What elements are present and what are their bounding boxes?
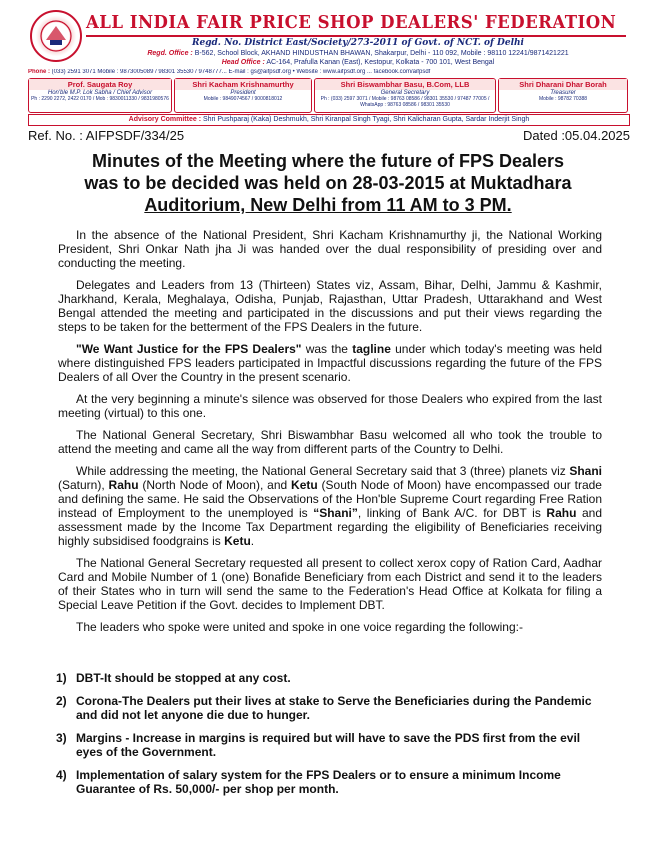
head-office-address: AC-164, Prafulla Kanan (East), Kestopur, Kolkata - 700 101, West Bengal — [266, 59, 495, 66]
text-run: (Saturn), — [58, 478, 109, 492]
phone-label: Phone : — [28, 69, 50, 75]
title-line: Auditorium, New Delhi from 11 AM to 3 PM. — [144, 195, 512, 215]
tagline-quote: "We Want Justice for the FPS Dealers" — [76, 342, 302, 356]
advisory-label: Advisory Committee : — [128, 116, 202, 123]
office-bearer-name: Prof. Saugata Roy — [29, 79, 171, 90]
office-bearer-phone: Ph : (033) 2597 3071 / Mobile : 98763 08586 / 98301 35530 / 97487 77005 / WhatsApp : 98763 08586 / 98301 35530 — [320, 96, 490, 108]
office-bearer-name: Shri Dharani Dhar Borah — [499, 79, 627, 90]
list-number: 3) — [56, 731, 67, 745]
advisory-committee — [28, 114, 630, 126]
list-text: Implementation of salary system for the FPS Dealers or to ensure a minimum Income Guarantee of Rs. 50,000/- per shop per month. — [76, 768, 561, 796]
bold-term: Rahu — [546, 506, 577, 520]
list-number: 2) — [56, 694, 67, 708]
title-line: was to be decided was held on 28-03-2015 at Muktadhara — [84, 173, 572, 193]
paragraph: Delegates and Leaders from 13 (Thirteen) States viz, Assam, Bihar, Delhi, Jammu & Kashmir, Jharkhand, Kerala, Meghalaya, Odisha, Punjab, Rajasthan, Uttar Pradesh, Uttarakhand and West Bengal attended the meeting and participated in the discussions and put their views regarding the steps to be taken for the betterment of the FPS Dealers in the future. — [58, 278, 602, 334]
points-list — [56, 671, 604, 805]
list-item — [56, 768, 604, 796]
list-number: 4) — [56, 768, 67, 782]
office-bearers — [28, 78, 628, 112]
office-bearer-box — [498, 78, 628, 113]
paragraph — [58, 464, 602, 548]
paragraph — [58, 342, 602, 384]
list-text: Margins - Increase in margins is required but will have to save the PDS first from the evil eyes of the Government. — [76, 731, 581, 759]
registration-number: Regd. No. District East/Society/273-2011 of Govt. of NCT. of Delhi — [192, 38, 524, 48]
contact-line — [28, 69, 628, 75]
list-item — [56, 731, 604, 759]
phone-details: (033) 2591 3071 Mobile : 9873005089 / 98301 35530 / 9748777... E-mail : gs@aifpsdf.org • Website : www.aifpsdf.org ... facebook.com/aifpsdf — [51, 69, 431, 75]
advisory-members: Shri Pushparaj (Kaka) Deshmukh, Shri Kiranpal Singh Tyagi, Shri Kalicharan Gupta, Sardar Inderjit Singh — [202, 116, 530, 123]
head-office — [88, 59, 628, 66]
office-bearer-title: Treasurer — [550, 90, 576, 96]
reference-number: Ref. No. : AIFPSDF/334/25 — [28, 128, 185, 143]
list-text: Corona-The Dealers put their lives at stake to Serve the Beneficiaries during the Pandemic and did not let anyone die due to hunger. — [76, 694, 592, 722]
office-bearer-phone: Ph : 2290 2272, 2422 0170 / Mob : 9830011330 / 9831980576 — [31, 96, 169, 102]
text-run: under which today's meeting was held where distinguished FPS leaders participated in Impactful discussions regarding the future of the FPS Dealers of all Over the Country in the present scenario. — [58, 342, 602, 384]
list-number: 1) — [56, 671, 67, 685]
bold-term: Rahu — [108, 478, 139, 492]
tagline-word: tagline — [352, 342, 391, 356]
text-run: (South Node of Moon) have encompassed our trade and defining the same. He said the Observations of the Hon'ble Supreme Court regarding Free Ration instead of Employment to the unemployed is — [58, 478, 602, 520]
text-run: , linking of Bank A/C. for DBT is — [357, 506, 547, 520]
head-office-label: Head Office : — [221, 59, 265, 66]
federation-emblem-icon — [30, 10, 82, 62]
office-bearer-box — [28, 78, 172, 113]
office-bearer-box — [314, 78, 496, 113]
office-bearer-name: Shri Kacham Krishnamurthy — [175, 79, 311, 90]
page-title — [28, 150, 628, 216]
list-item — [56, 694, 604, 722]
paragraph: In the absence of the National President, Shri Kacham Krishnamurthy ji, the National Working President, Shri Onkar Nath jha Ji was handed over the dual responsibility of presiding over and conducting the meeting. — [58, 228, 602, 270]
office-bearer-title: Hon'ble M.P. Lok Sabha / Chief Advisor — [47, 90, 153, 96]
registered-office-label: Regd. Office : — [147, 50, 193, 57]
office-bearer-box — [174, 78, 312, 113]
letterhead — [28, 8, 628, 126]
text-run: and assessment made by the Income Tax Department regarding the eligibility of Beneficiaries receiving highly subsidised foodgrains is — [58, 506, 603, 548]
text-run: (North Node of Moon), and — [138, 478, 292, 492]
office-bearer-phone: Mobile : 98782 70388 — [538, 96, 588, 102]
list-text: DBT-It should be stopped at any cost. — [76, 671, 291, 685]
office-bearer-name: Shri Biswambhar Basu, B.Com, LLB — [315, 79, 495, 90]
bold-term: Shani — [569, 464, 602, 478]
text-run: While addressing the meeting, the National General Secretary said that 3 (three) planets viz — [76, 464, 570, 478]
office-bearer-title: President — [230, 90, 256, 96]
bold-term: Ketu — [291, 478, 318, 492]
list-item — [56, 671, 604, 685]
office-bearer-title: General Secretary — [380, 90, 430, 96]
registered-office — [88, 50, 628, 57]
paragraph: At the very beginning a minute's silence was observed for those Dealers who expired from the last meeting (virtual) to this one. — [58, 392, 602, 420]
text-run: was the — [301, 342, 353, 356]
minutes-body — [58, 228, 602, 642]
organization-name: ALL INDIA FAIR PRICE SHOP DEALERS' FEDERATION — [86, 12, 617, 33]
office-bearer-phone: Mobile : 9849074567 / 9000818012 — [203, 96, 283, 102]
paragraph: The leaders who spoke were united and spoke in one voice regarding the following:- — [76, 620, 523, 634]
text-run: . — [250, 534, 255, 548]
title-line: Minutes of the Meeting where the future of FPS Dealers — [91, 151, 565, 171]
document-date: Dated :05.04.2025 — [523, 128, 630, 143]
bold-term: Ketu — [224, 534, 251, 548]
paragraph: The National General Secretary requested all present to collect xerox copy of Ration Card, Aadhar Card and Mobile Number of 1 (one) Bonafide Beneficiary from each District and send it to the leaders of their States who in turn will send the same to the Federation's Head Office at Kolkata for filing a Special Leave Petition if the Govt. decides to Implement DBT. — [58, 556, 602, 612]
header-divider — [86, 35, 626, 37]
bold-term: “Shani” — [313, 506, 358, 520]
registered-office-address: B-562, School Block, AKHAND HINDUSTHAN BHAWAN, Shakarpur, Delhi - 110 092, Mobile : 98110 12241/9871421221 — [194, 50, 569, 57]
paragraph: The National General Secretary, Shri Biswambhar Basu welcomed all who took the trouble to attend the meeting and came all the way from different parts of the Country to Delhi. — [58, 428, 602, 456]
